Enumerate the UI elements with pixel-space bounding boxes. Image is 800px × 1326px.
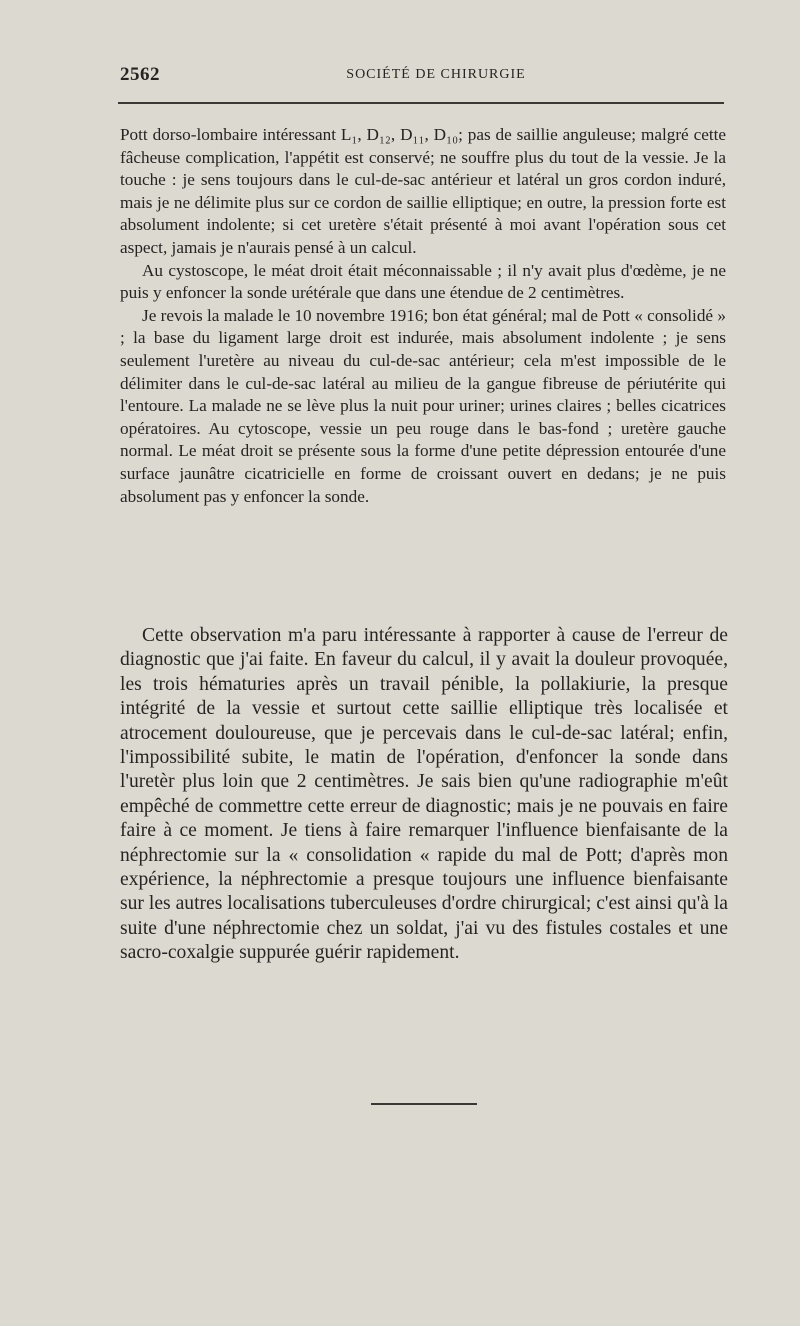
paragraph: Cette observation m'a paru intéressante à rapporter à cause de l'erreur de diagnostic que j'ai faite. En faveur du calcul, il y avait la douleur provoquée, les trois hématuries après un travail pénible, la pollakiurie, la presque intégrité de la vessie et surtout cette saillie elliptique très localisée et atrocement douloureuse, que je percevais dans le cul-de-sac latéral; enfin, l'impossibilité subite, le matin de l'opération, d'enfoncer la sonde dans l'uretèr plus loin que 2 centimètres. Je sais bien qu'une radiographie m'eût empêché de commettre cette erreur de diagnostic; mais je ne pouvais en faire faire à ce moment. Je tiens à faire remarquer l'influence bienfaisante de la néphrectomie sur la « consolidation « rapide du mal de Pott; d'après mon expérience, la néphrectomie a presque toujours une influence bienfaisante sur les autres localisations tuberculeuses d'ordre chirurgical; c'est ainsi qu'à la suite d'une néphrectomie chez un soldat, j'ai vu des fistules costales et une sacro-coxalgie suppurée guérir rapidement. <box>120 625 728 964</box>
paragraph: Au cystoscope, le méat droit était méconnaissable ; il n'y avait plus d'œdème, je ne puis y enfoncer la sonde urétérale que dans une étendue de 2 centimètres. <box>120 260 726 303</box>
page-number: 2562 <box>120 64 160 85</box>
page-header <box>118 64 724 88</box>
running-title: SOCIÉTÉ DE CHIRURGIE <box>346 67 526 82</box>
header-rule <box>118 102 724 104</box>
paragraph: Je revois la malade le 10 novembre 1916; bon état général; mal de Pott « consolidé » ; la base du ligament large droit est indurée, mais absolument indolente ; je sens seulement l'uretère au niveau du cul-de-sac antérieur; cela m'est impossible de le délimiter dans le cul-de-sac latéral au milieu de la gangue fibreuse de périutérite qui l'entoure. La malade ne se lève plus la nuit pour uriner; urines claires ; belles cicatrices opératoires. Au cytoscope, vessie un peu rouge dans le bas-fond ; uretère gauche normal. Le méat droit se présente sous la forme d'une petite dépression entourée d'une surface jaunâtre cicatricielle en forme de croissant ouvert en dedans; je ne puis absolument pas y enfoncer la sonde. <box>120 305 726 506</box>
paragraph: Pott dorso-lombaire intéressant L₁, D₁₂, D₁₁, D₁₀; pas de saillie anguleuse; malgré cette fâcheuse complication, l'appétit est conservé; ne souffre plus du tout de la vessie. Je la touche : je sens toujours dans le cul-de-sac antérieur et latéral un gros cordon induré, mais je ne délimite plus sur ce cordon de saillie elliptique; en outre, la pression forte est absolument indolente; si cet uretère s'était présenté à moi avant l'opération sous cet aspect, jamais je n'aurais pensé à un calcul. <box>120 125 726 257</box>
discussion-section <box>120 624 728 966</box>
end-rule <box>371 1103 477 1105</box>
case-report-section <box>120 124 726 508</box>
